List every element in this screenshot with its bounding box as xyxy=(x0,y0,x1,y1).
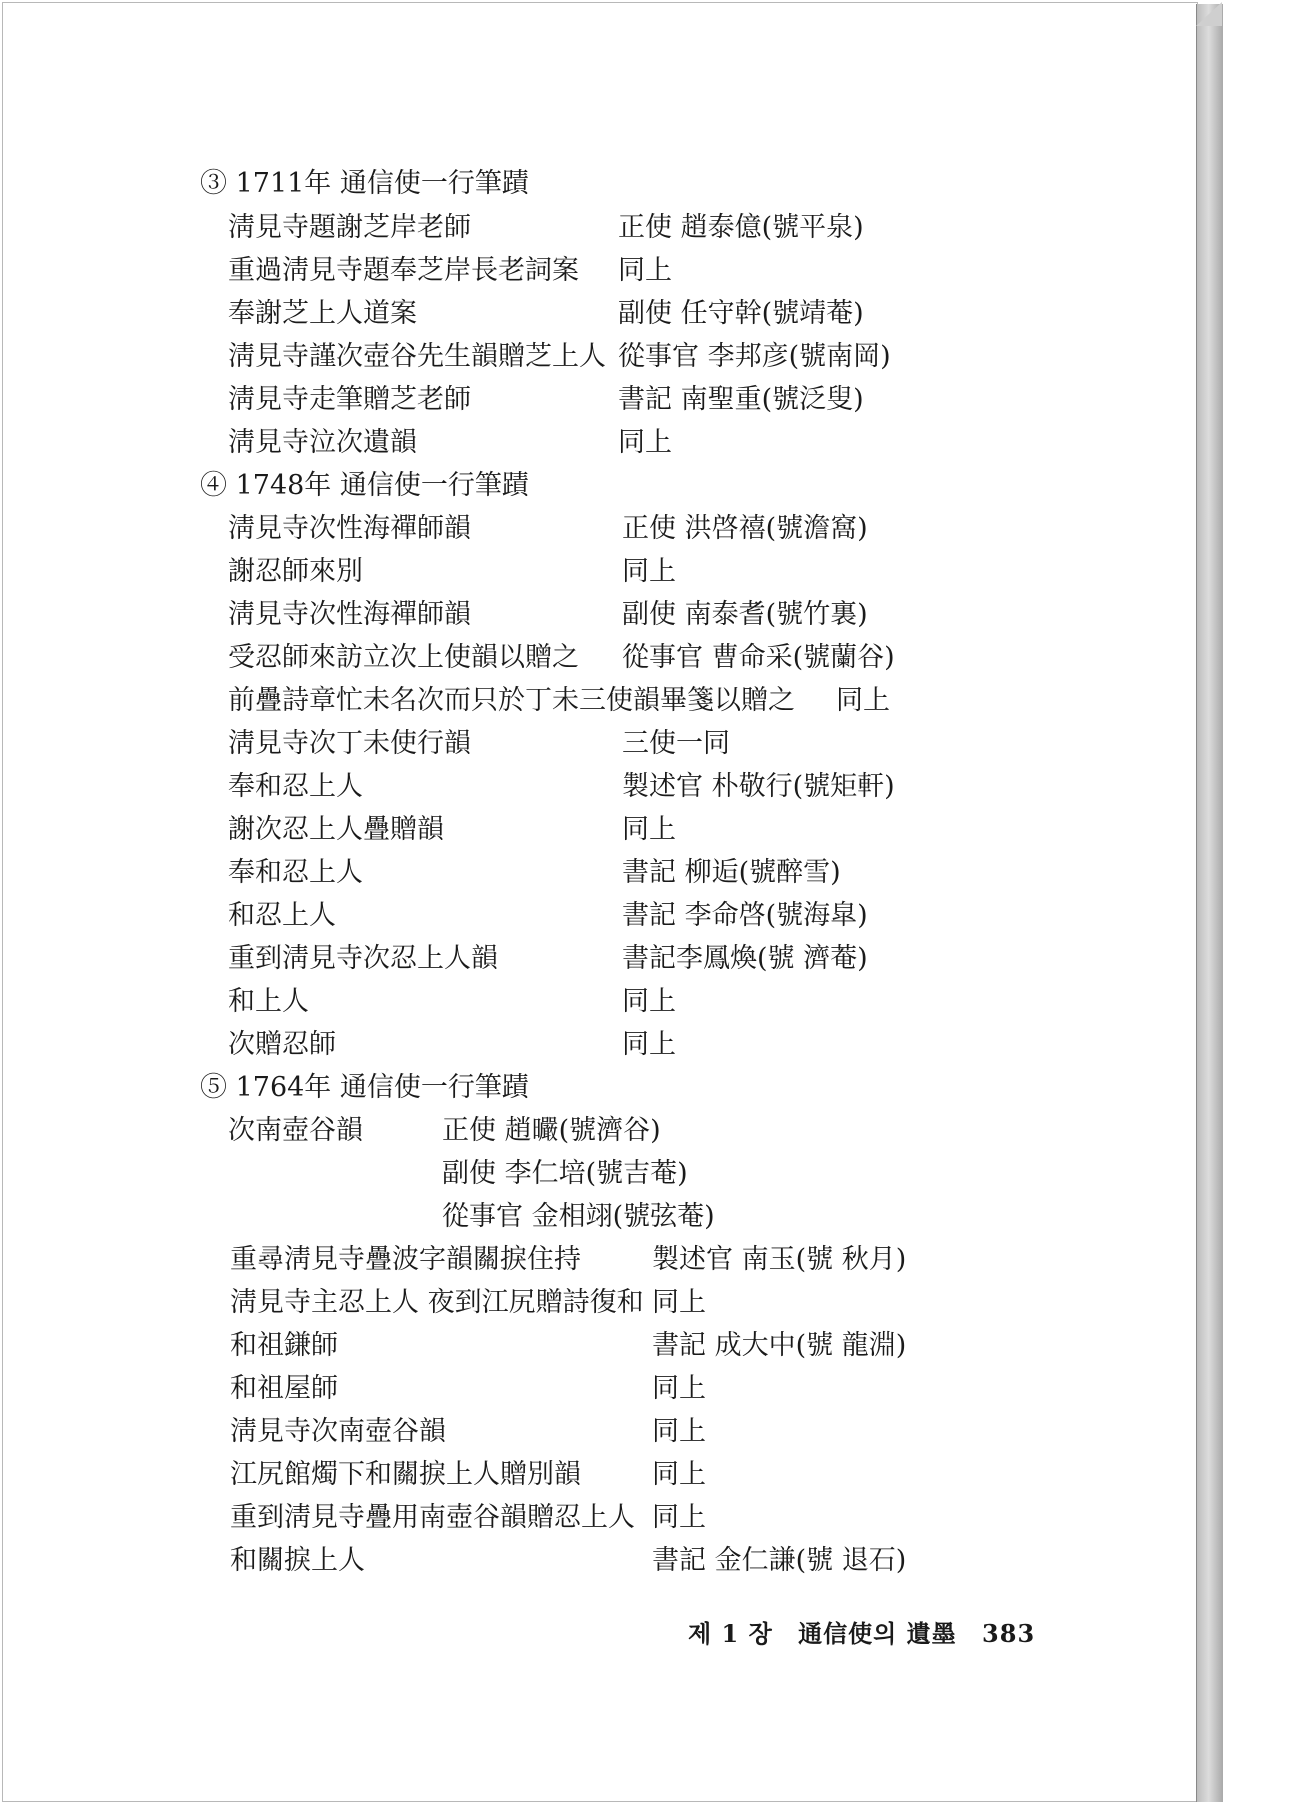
poem-title: 淸見寺泣次遺韻 xyxy=(228,427,417,458)
poem-title: 奉和忍上人 xyxy=(228,857,363,888)
list-item xyxy=(0,898,1194,934)
list-item xyxy=(0,210,1194,246)
poem-author: 書記李鳳煥(號 濟菴) xyxy=(622,943,868,974)
section-heading-1711 xyxy=(0,166,1194,202)
poem-author: 同上 xyxy=(622,986,676,1017)
poem-author: 同上 xyxy=(618,427,672,458)
page-number: 383 xyxy=(982,1619,1036,1648)
poem-title: 奉謝芝上人道案 xyxy=(228,298,417,329)
poem-title: 前疊詩章忙未名次而只於丁未三使韻畢箋以贈之 xyxy=(228,685,795,716)
list-item xyxy=(0,812,1194,848)
poem-title: 和祖鎌師 xyxy=(230,1330,338,1361)
list-item xyxy=(0,1027,1194,1063)
poem-author: 書記 成大中(號 龍淵) xyxy=(652,1330,907,1361)
list-item xyxy=(0,1156,1194,1192)
poem-author: 書記 李命啓(號海皐) xyxy=(622,900,868,931)
list-item xyxy=(0,382,1194,418)
poem-title: 江尻館燭下和關捩上人贈別韻 xyxy=(230,1459,581,1490)
poem-title: 謝忍師來別 xyxy=(228,556,363,587)
poem-author: 同上 xyxy=(652,1373,706,1404)
poem-author: 正使 趙曮(號濟谷) xyxy=(442,1115,661,1146)
poem-author: 三使一同 xyxy=(622,728,730,759)
list-item xyxy=(0,1371,1194,1407)
list-item xyxy=(0,1500,1194,1536)
poem-author: 從事官 李邦彦(號南岡) xyxy=(618,341,891,372)
poem-author: 書記 金仁謙(號 退石) xyxy=(652,1545,907,1576)
poem-title: 重尋淸見寺疊波字韻關捩住持 xyxy=(230,1244,581,1275)
poem-author: 從事官 金相翊(號弦菴) xyxy=(442,1201,715,1232)
list-item xyxy=(0,425,1194,461)
poem-author: 正使 趙泰億(號平泉) xyxy=(618,212,864,243)
list-item xyxy=(0,941,1194,977)
poem-author: 同上 xyxy=(622,814,676,845)
list-item xyxy=(0,296,1194,332)
poem-author: 同上 xyxy=(652,1502,706,1533)
poem-title: 重過淸見寺題奉芝岸長老詞案 xyxy=(228,255,579,286)
poem-title: 和祖屋師 xyxy=(230,1373,338,1404)
poem-title: 淸見寺主忍上人 夜到江尻贈詩復和 xyxy=(230,1287,644,1318)
list-item xyxy=(0,855,1194,891)
poem-author: 同上 xyxy=(652,1287,706,1318)
list-item xyxy=(0,769,1194,805)
chapter-label: 제 1 장 xyxy=(688,1619,773,1648)
page-footer xyxy=(688,1614,1051,1649)
poem-author: 同上 xyxy=(618,255,672,286)
poem-author: 製述官 朴敬行(號矩軒) xyxy=(622,771,895,802)
page-edge-shadow xyxy=(1196,4,1223,1802)
poem-title: 奉和忍上人 xyxy=(228,771,363,802)
poem-author: 書記 南聖重(號泛叟) xyxy=(618,384,864,415)
poem-author: 從事官 曹命采(號蘭谷) xyxy=(622,642,895,673)
list-item xyxy=(0,726,1194,762)
section-heading-1748 xyxy=(0,468,1194,504)
section-heading-text: ④ 1748年 通信使一行筆蹟 xyxy=(200,470,529,501)
poem-title: 重到淸見寺次忍上人韻 xyxy=(228,943,498,974)
poem-author: 同上 xyxy=(622,556,676,587)
poem-title: 淸見寺題謝芝岸老師 xyxy=(228,212,471,243)
list-item xyxy=(0,1414,1194,1450)
list-item xyxy=(0,1457,1194,1493)
poem-author: 正使 洪啓禧(號澹窩) xyxy=(622,513,868,544)
poem-title: 受忍師來訪立次上使韻以贈之 xyxy=(228,642,579,673)
poem-title: 淸見寺次丁未使行韻 xyxy=(228,728,471,759)
list-item xyxy=(0,1328,1194,1364)
list-item xyxy=(0,1543,1194,1579)
list-item xyxy=(0,1242,1194,1278)
list-item xyxy=(0,511,1194,547)
poem-title: 淸見寺次南壺谷韻 xyxy=(230,1416,446,1447)
poem-title: 淸見寺走筆贈芝老師 xyxy=(228,384,471,415)
poem-title: 淸見寺次性海禪師韻 xyxy=(228,513,471,544)
list-item xyxy=(0,640,1194,676)
list-item xyxy=(0,253,1194,289)
poem-author: 製述官 南玉(號 秋月) xyxy=(652,1244,907,1275)
list-item xyxy=(0,984,1194,1020)
poem-title: 次南壺谷韻 xyxy=(228,1115,363,1146)
list-item xyxy=(0,597,1194,633)
poem-author: 副使 任守幹(號靖菴) xyxy=(618,298,864,329)
poem-title: 謝次忍上人疊贈韻 xyxy=(228,814,444,845)
poem-title: 和上人 xyxy=(228,986,309,1017)
poem-author: 同上 xyxy=(836,685,890,716)
poem-author: 副使 南泰耆(號竹裏) xyxy=(622,599,868,630)
list-item xyxy=(0,1113,1194,1149)
poem-author: 同上 xyxy=(652,1416,706,1447)
poem-author: 書記 柳逅(號醉雪) xyxy=(622,857,841,888)
list-item xyxy=(0,683,1194,719)
list-item xyxy=(0,554,1194,590)
poem-title: 次贈忍師 xyxy=(228,1029,336,1060)
poem-title: 淸見寺謹次壺谷先生韻贈芝上人 xyxy=(228,341,606,372)
section-heading-text: ⑤ 1764年 通信使一行筆蹟 xyxy=(200,1072,529,1103)
poem-title: 重到淸見寺疊用南壺谷韻贈忍上人 xyxy=(230,1502,635,1533)
poem-author: 副使 李仁培(號吉菴) xyxy=(442,1158,688,1189)
list-item xyxy=(0,1285,1194,1321)
poem-title: 和關捩上人 xyxy=(230,1545,365,1576)
section-heading-1764 xyxy=(0,1070,1194,1106)
page-edge-corner xyxy=(1196,2,1222,26)
poem-author: 同上 xyxy=(622,1029,676,1060)
poem-author: 同上 xyxy=(652,1459,706,1490)
section-heading-text: ③ 1711年 通信使一行筆蹟 xyxy=(200,168,529,199)
chapter-title: 通信使의 遺墨 xyxy=(798,1619,957,1648)
poem-title: 淸見寺次性海禪師韻 xyxy=(228,599,471,630)
poem-title: 和忍上人 xyxy=(228,900,336,931)
list-item xyxy=(0,1199,1194,1235)
list-item xyxy=(0,339,1194,375)
